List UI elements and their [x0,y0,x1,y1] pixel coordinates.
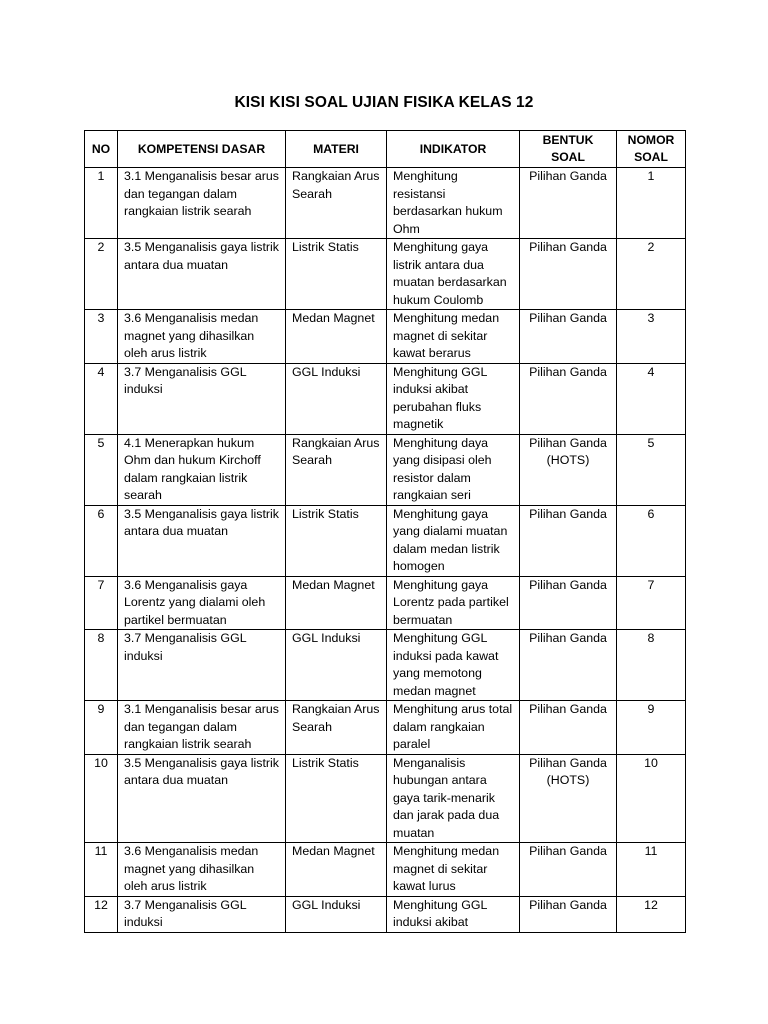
cell-nomor-soal: 3 [617,310,686,364]
cell-nomor-soal: 7 [617,576,686,630]
table-row [85,843,686,897]
cell-indikator: Menghitung gaya listrik antara dua muatan berdasarkan hukum Coulomb [387,239,520,310]
cell-kompetensi-dasar: 3.6 Menganalisis medan magnet yang dihasilkan oleh arus listrik [118,310,286,364]
cell-indikator: Menghitung arus total dalam rangkaian paralel [387,701,520,755]
cell-materi: Medan Magnet [286,843,387,897]
table-row [85,363,686,434]
cell-nomor-soal: 2 [617,239,686,310]
cell-nomor-soal: 6 [617,505,686,576]
cell-kompetensi-dasar: 3.7 Menganalisis GGL induksi [118,363,286,434]
header-row [85,131,686,168]
cell-no: 12 [85,896,118,932]
cell-materi: Listrik Statis [286,239,387,310]
cell-nomor-soal: 5 [617,434,686,505]
cell-nomor-soal: 1 [617,168,686,239]
cell-materi: Rangkaian Arus Searah [286,168,387,239]
cell-nomor-soal: 9 [617,701,686,755]
cell-bentuk-soal: Pilihan Ganda [520,168,617,239]
cell-indikator: Menghitung gaya Lorentz pada partikel bermuatan [387,576,520,630]
cell-materi: Listrik Statis [286,505,387,576]
cell-no: 9 [85,701,118,755]
cell-nomor-soal: 10 [617,754,686,843]
cell-no: 8 [85,630,118,701]
cell-no: 2 [85,239,118,310]
cell-indikator: Menghitung GGL induksi pada kawat yang memotong medan magnet [387,630,520,701]
cell-nomor-soal: 8 [617,630,686,701]
cell-kompetensi-dasar: 3.7 Menganalisis GGL induksi [118,630,286,701]
cell-bentuk-soal: Pilihan Ganda [520,843,617,897]
cell-bentuk-soal: Pilihan Ganda [520,239,617,310]
cell-materi: GGL Induksi [286,363,387,434]
cell-indikator: Menghitung GGL induksi akibat perubahan fluks magnetik [387,363,520,434]
kisi-kisi-table [84,130,686,933]
header-indikator: INDIKATOR [387,131,520,168]
cell-materi: Medan Magnet [286,310,387,364]
header-kompetensi-dasar: KOMPETENSI DASAR [118,131,286,168]
cell-materi: Listrik Statis [286,754,387,843]
cell-kompetensi-dasar: 3.6 Menganalisis medan magnet yang dihasilkan oleh arus listrik [118,843,286,897]
cell-bentuk-soal: Pilihan Ganda [520,310,617,364]
cell-indikator: Menghitung GGL induksi akibat [387,896,520,932]
cell-kompetensi-dasar: 3.6 Menganalisis gaya Lorentz yang dialami oleh partikel bermuatan [118,576,286,630]
table-row [85,434,686,505]
cell-bentuk-soal: Pilihan Ganda [520,896,617,932]
table-row [85,505,686,576]
table-row [85,630,686,701]
cell-bentuk-soal: Pilihan Ganda [520,363,617,434]
header-bentuk-soal: BENTUK SOAL [520,131,617,168]
cell-no: 4 [85,363,118,434]
cell-materi: Rangkaian Arus Searah [286,701,387,755]
cell-bentuk-soal: Pilihan Ganda [520,505,617,576]
cell-indikator: Menghitung gaya yang dialami muatan dalam medan listrik homogen [387,505,520,576]
cell-no: 11 [85,843,118,897]
cell-indikator: Menghitung medan magnet di sekitar kawat berarus [387,310,520,364]
cell-no: 5 [85,434,118,505]
header-no: NO [85,131,118,168]
cell-kompetensi-dasar: 3.1 Menganalisis besar arus dan tegangan dalam rangkaian listrik searah [118,701,286,755]
cell-no: 6 [85,505,118,576]
document-title: KISI KISI SOAL UJIAN FISIKA KELAS 12 [234,94,534,111]
cell-indikator: Menganalisis hubungan antara gaya tarik-menarik dan jarak pada dua muatan [387,754,520,843]
table-row [85,896,686,932]
table-row [85,701,686,755]
cell-kompetensi-dasar: 4.1 Menerapkan hukum Ohm dan hukum Kirchoff dalam rangkaian listrik searah [118,434,286,505]
cell-indikator: Menghitung resistansi berdasarkan hukum Ohm [387,168,520,239]
cell-nomor-soal: 4 [617,363,686,434]
cell-materi: Medan Magnet [286,576,387,630]
cell-nomor-soal: 11 [617,843,686,897]
cell-no: 10 [85,754,118,843]
cell-kompetensi-dasar: 3.1 Menganalisis besar arus dan tegangan dalam rangkaian listrik searah [118,168,286,239]
cell-materi: GGL Induksi [286,896,387,932]
cell-kompetensi-dasar: 3.7 Menganalisis GGL induksi [118,896,286,932]
cell-nomor-soal: 12 [617,896,686,932]
cell-bentuk-soal: Pilihan Ganda [520,701,617,755]
table-row [85,239,686,310]
cell-bentuk-soal: Pilihan Ganda (HOTS) [520,434,617,505]
cell-indikator: Menghitung daya yang disipasi oleh resistor dalam rangkaian seri [387,434,520,505]
table-row [85,168,686,239]
cell-bentuk-soal: Pilihan Ganda [520,630,617,701]
cell-no: 3 [85,310,118,364]
header-nomor-soal: NOMOR SOAL [617,131,686,168]
cell-no: 1 [85,168,118,239]
cell-kompetensi-dasar: 3.5 Menganalisis gaya listrik antara dua muatan [118,505,286,576]
cell-materi: Rangkaian Arus Searah [286,434,387,505]
cell-bentuk-soal: Pilihan Ganda [520,576,617,630]
cell-kompetensi-dasar: 3.5 Menganalisis gaya listrik antara dua muatan [118,239,286,310]
table-row [85,576,686,630]
cell-bentuk-soal: Pilihan Ganda (HOTS) [520,754,617,843]
header-materi: MATERI [286,131,387,168]
cell-materi: GGL Induksi [286,630,387,701]
cell-kompetensi-dasar: 3.5 Menganalisis gaya listrik antara dua muatan [118,754,286,843]
table-row [85,754,686,843]
cell-no: 7 [85,576,118,630]
table-row [85,310,686,364]
cell-indikator: Menghitung medan magnet di sekitar kawat lurus [387,843,520,897]
